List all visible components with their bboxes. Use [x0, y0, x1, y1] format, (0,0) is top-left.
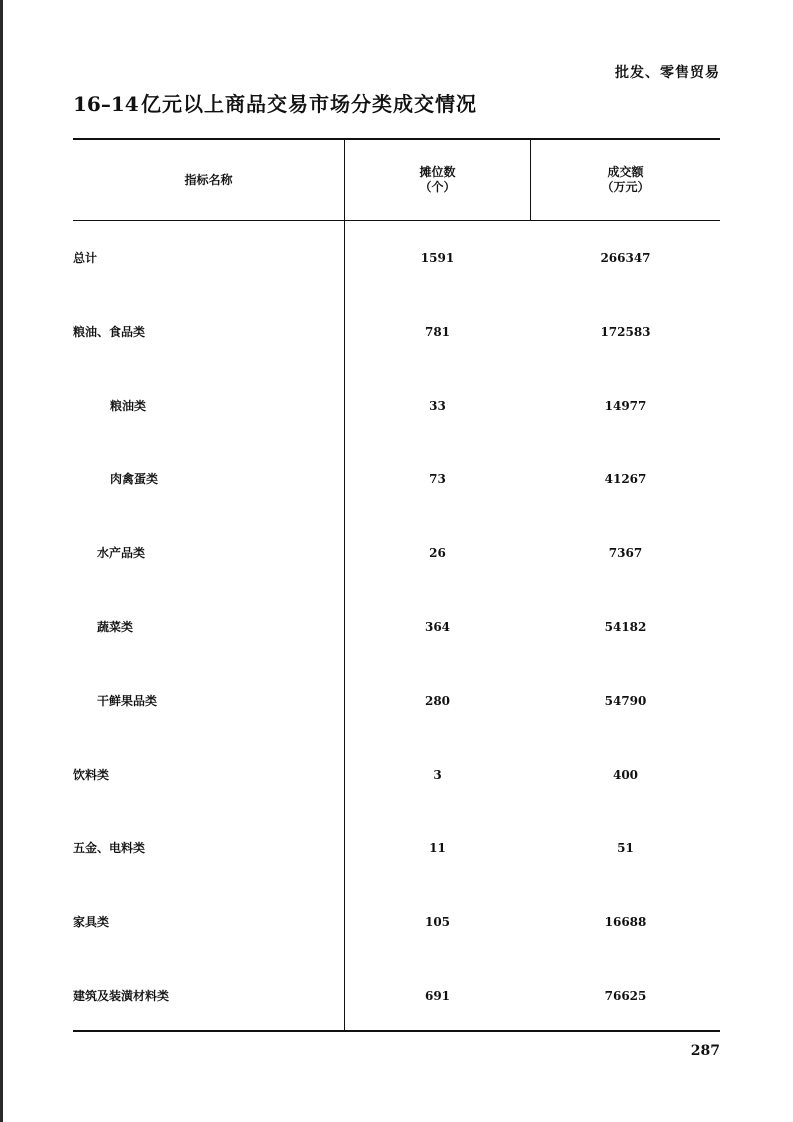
- row-amount: 7367: [608, 546, 643, 560]
- row-amount: 76625: [604, 989, 647, 1003]
- column-divider: [344, 138, 345, 1032]
- row-stalls: 691: [424, 989, 451, 1003]
- row-amount: 400: [612, 768, 639, 782]
- column-header-name-label: 指标名称: [184, 172, 233, 187]
- table-header-rule: [73, 220, 720, 221]
- row-amount: 54182: [604, 620, 647, 634]
- row-name: 粮油、食品类: [73, 325, 146, 339]
- table-bottom-rule: [73, 1030, 720, 1032]
- row-name: 总计: [73, 251, 98, 265]
- row-stalls: 26: [429, 546, 446, 560]
- column-header-amount: [531, 140, 720, 220]
- row-amount: 51: [617, 841, 634, 855]
- data-table: [73, 138, 720, 1033]
- table-row: [73, 765, 720, 785]
- row-name: 建筑及装潢材料类: [73, 989, 170, 1003]
- row-amount: 14977: [604, 399, 647, 413]
- row-amount: 16688: [604, 915, 647, 929]
- row-name: 肉禽蛋类: [110, 472, 159, 486]
- row-name: 五金、电料类: [73, 841, 146, 855]
- column-header-name: [73, 140, 344, 220]
- row-stalls: 280: [424, 694, 451, 708]
- row-amount: 172583: [600, 325, 651, 339]
- scan-edge: [0, 0, 3, 1122]
- row-stalls: 73: [429, 472, 446, 486]
- table-row: [73, 912, 720, 932]
- row-stalls: 33: [429, 399, 446, 413]
- column-header-stalls-label: 摊位数: [419, 165, 456, 179]
- row-amount: 54790: [604, 694, 647, 708]
- row-stalls: 364: [424, 620, 451, 634]
- row-stalls: 11: [429, 841, 446, 855]
- column-header-stalls: [345, 140, 530, 220]
- table-row: [73, 838, 720, 858]
- table-row: [73, 322, 720, 342]
- table-row: [73, 691, 720, 711]
- table-row: [73, 986, 720, 1006]
- table-row: [73, 396, 720, 416]
- row-name: 饮料类: [73, 768, 110, 782]
- column-header-amount-label: 成交额: [607, 165, 644, 179]
- row-name: 蔬菜类: [97, 620, 134, 634]
- column-header-stalls-unit: （个）: [419, 180, 456, 194]
- row-stalls: 781: [424, 325, 451, 339]
- table-title-text: 亿元以上商品交易市场分类成交情况: [141, 92, 477, 116]
- page-number: 287: [690, 1043, 720, 1059]
- table-row: [73, 248, 720, 268]
- row-name: 水产品类: [97, 546, 146, 560]
- row-stalls: 1591: [420, 251, 455, 265]
- table-row: [73, 469, 720, 489]
- row-name: 粮油类: [110, 399, 147, 413]
- row-name: 家具类: [73, 915, 110, 929]
- row-amount: 266347: [600, 251, 651, 265]
- table-number: 16–14: [73, 92, 139, 116]
- row-stalls: 3: [433, 768, 442, 782]
- table-row: [73, 617, 720, 637]
- row-stalls: 105: [424, 915, 451, 929]
- row-name: 干鲜果品类: [97, 694, 158, 708]
- column-header-amount-unit: （万元）: [601, 180, 650, 194]
- row-amount: 41267: [604, 472, 647, 486]
- table-title: [73, 88, 477, 118]
- section-header: 批发、零售贸易: [615, 65, 720, 81]
- table-row: [73, 543, 720, 563]
